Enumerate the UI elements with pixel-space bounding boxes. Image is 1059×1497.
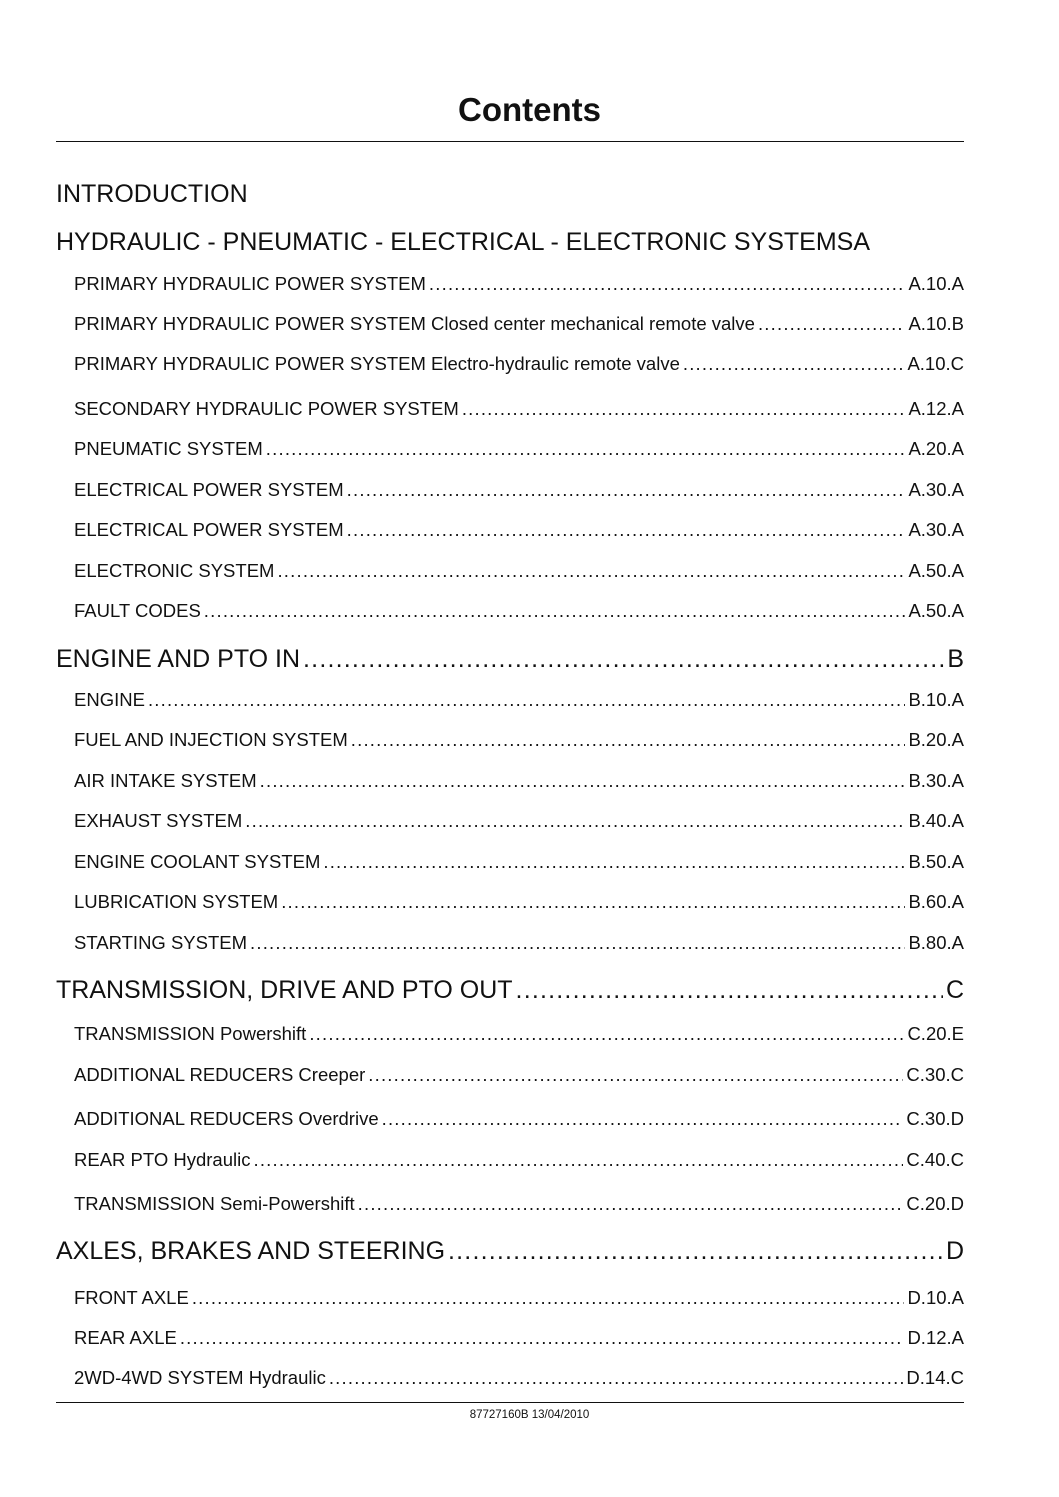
toc-entry-title: PRIMARY HYDRAULIC POWER SYSTEM Electro-hydraulic remote valve	[74, 353, 680, 374]
toc-section-code: C.30.D	[906, 1108, 964, 1129]
dot-leader	[351, 727, 906, 753]
toc-entry	[74, 849, 964, 875]
toc-section-code: A	[853, 228, 871, 256]
toc-entry	[74, 558, 964, 584]
toc-entry-title: TRANSMISSION Semi-Powershift	[74, 1193, 355, 1214]
toc-section-code: B.40.A	[908, 810, 964, 831]
toc-entry-title: REAR AXLE	[74, 1327, 177, 1348]
dot-leader	[192, 1285, 905, 1311]
toc-entry	[74, 477, 964, 503]
dot-leader	[260, 768, 906, 794]
toc-section	[56, 974, 964, 1006]
toc-entry-title: INTRODUCTION	[56, 180, 248, 208]
toc-entry	[74, 889, 964, 915]
dot-leader	[683, 351, 905, 377]
toc-section-code: A.50.A	[908, 560, 964, 581]
dot-leader	[347, 517, 906, 543]
dot-leader	[516, 974, 943, 1006]
toc-entry	[74, 351, 964, 377]
toc-entry-title: ENGINE COOLANT SYSTEM	[74, 851, 321, 872]
dot-leader	[358, 1191, 904, 1217]
toc-section-code: C.20.D	[906, 1193, 964, 1214]
toc-entry-title: 2WD-4WD SYSTEM Hydraulic	[74, 1367, 326, 1388]
toc-entry	[74, 687, 964, 713]
page-title: Contents	[458, 91, 601, 128]
toc-section-code: A.10.A	[908, 273, 964, 294]
toc-section	[56, 226, 964, 258]
toc-entry-title: PNEUMATIC SYSTEM	[74, 438, 263, 459]
toc-entry	[74, 930, 964, 956]
toc-entry	[74, 598, 964, 624]
toc-entry-title: ENGINE	[74, 689, 145, 710]
toc-entry	[74, 1325, 964, 1351]
toc-section-code: D.14.C	[906, 1367, 964, 1388]
toc-section-code: B.80.A	[908, 932, 964, 953]
toc-section-code: A.30.A	[908, 479, 964, 500]
toc-entry	[74, 1147, 964, 1173]
toc-section-code: B.60.A	[908, 891, 964, 912]
toc-entry	[74, 1365, 964, 1391]
toc-section-code: A.10.C	[907, 353, 964, 374]
toc-entry-title: TRANSMISSION, DRIVE AND PTO OUT	[56, 976, 513, 1004]
toc-entry-title: ADDITIONAL REDUCERS Creeper	[74, 1064, 366, 1085]
dot-leader	[448, 1235, 943, 1267]
toc-entry-title: PRIMARY HYDRAULIC POWER SYSTEM Closed center mechanical remote valve	[74, 313, 755, 334]
toc-entry	[74, 1285, 964, 1311]
toc-entry-title: REAR PTO Hydraulic	[74, 1149, 251, 1170]
toc-entry-title: FAULT CODES	[74, 600, 201, 621]
footer-rule	[56, 1402, 964, 1403]
toc-entry-title: EXHAUST SYSTEM	[74, 810, 243, 831]
dot-leader	[250, 930, 905, 956]
dot-leader	[266, 436, 906, 462]
dot-leader	[309, 1021, 904, 1047]
toc-entry-title: HYDRAULIC - PNEUMATIC - ELECTRICAL - ELECTRONIC SYSTEMS	[56, 228, 854, 256]
toc-entry	[74, 808, 964, 834]
toc-entry	[74, 436, 964, 462]
toc-entry-title: LUBRICATION SYSTEM	[74, 891, 279, 912]
toc-entry-title: STARTING SYSTEM	[74, 932, 248, 953]
toc-entry	[74, 1191, 964, 1217]
toc-entry	[74, 1062, 964, 1088]
dot-leader	[382, 1106, 904, 1132]
toc-section-code: C.40.C	[906, 1149, 964, 1170]
dot-leader	[323, 849, 905, 875]
toc-entry	[74, 768, 964, 794]
toc-entry-title: PRIMARY HYDRAULIC POWER SYSTEM	[74, 273, 426, 294]
toc-entry-title: ELECTRICAL POWER SYSTEM	[74, 479, 344, 500]
toc-entry-title: ELECTRICAL POWER SYSTEM	[74, 519, 344, 540]
toc-section-code: D	[945, 1237, 964, 1265]
dot-leader	[758, 311, 906, 337]
toc-entry	[74, 271, 964, 297]
toc-entry-title: ADDITIONAL REDUCERS Overdrive	[74, 1108, 379, 1129]
toc-entry-title: FRONT AXLE	[74, 1287, 189, 1308]
dot-leader	[281, 889, 905, 915]
toc-section-code: C	[945, 976, 964, 1004]
toc-entry	[74, 517, 964, 543]
toc-section	[56, 1235, 964, 1267]
toc-entry	[74, 1106, 964, 1132]
toc-entry-title: SECONDARY HYDRAULIC POWER SYSTEM	[74, 398, 459, 419]
footer-doc-id: 87727160B 13/04/2010	[469, 1409, 590, 1421]
dot-leader	[277, 558, 905, 584]
toc-section-code: B.50.A	[908, 851, 964, 872]
dot-leader	[368, 1062, 903, 1088]
toc-entry-title: AIR INTAKE SYSTEM	[74, 770, 257, 791]
toc-section-code: D.12.A	[907, 1327, 964, 1348]
dot-leader	[253, 1147, 903, 1173]
dot-leader	[180, 1325, 905, 1351]
toc-section-code: B	[947, 645, 964, 673]
toc-section-code: A.30.A	[908, 519, 964, 540]
toc-section-code: B.30.A	[908, 770, 964, 791]
toc-entry	[74, 396, 964, 422]
toc-entry	[74, 1021, 964, 1047]
dot-leader	[462, 396, 906, 422]
dot-leader	[329, 1365, 904, 1391]
toc-section-code: A.50.A	[908, 600, 964, 621]
dot-leader	[303, 643, 944, 675]
toc-entry	[74, 727, 964, 753]
dot-leader	[347, 477, 906, 503]
toc-section-code: C.20.E	[907, 1023, 964, 1044]
toc-section-code: A.20.A	[908, 438, 964, 459]
toc-entry-title: TRANSMISSION Powershift	[74, 1023, 307, 1044]
toc-section-code: A.10.B	[908, 313, 964, 334]
toc-section-code: B.20.A	[908, 729, 964, 750]
toc-section-code: D.10.A	[907, 1287, 964, 1308]
toc-entry-title: AXLES, BRAKES AND STEERING	[56, 1237, 446, 1265]
toc-entry-title: ELECTRONIC SYSTEM	[74, 560, 275, 581]
dot-leader	[204, 598, 906, 624]
dot-leader	[429, 271, 906, 297]
toc-section-code: A.12.A	[908, 398, 964, 419]
toc-section	[56, 178, 964, 210]
toc-entry-title: FUEL AND INJECTION SYSTEM	[74, 729, 348, 750]
toc-section	[56, 643, 964, 675]
toc-section-code: B.10.A	[908, 689, 964, 710]
toc-entry-title: ENGINE AND PTO IN	[56, 645, 301, 673]
toc-section-code: C.30.C	[906, 1064, 964, 1085]
toc-entry	[74, 311, 964, 337]
dot-leader	[148, 687, 906, 713]
dot-leader	[245, 808, 905, 834]
